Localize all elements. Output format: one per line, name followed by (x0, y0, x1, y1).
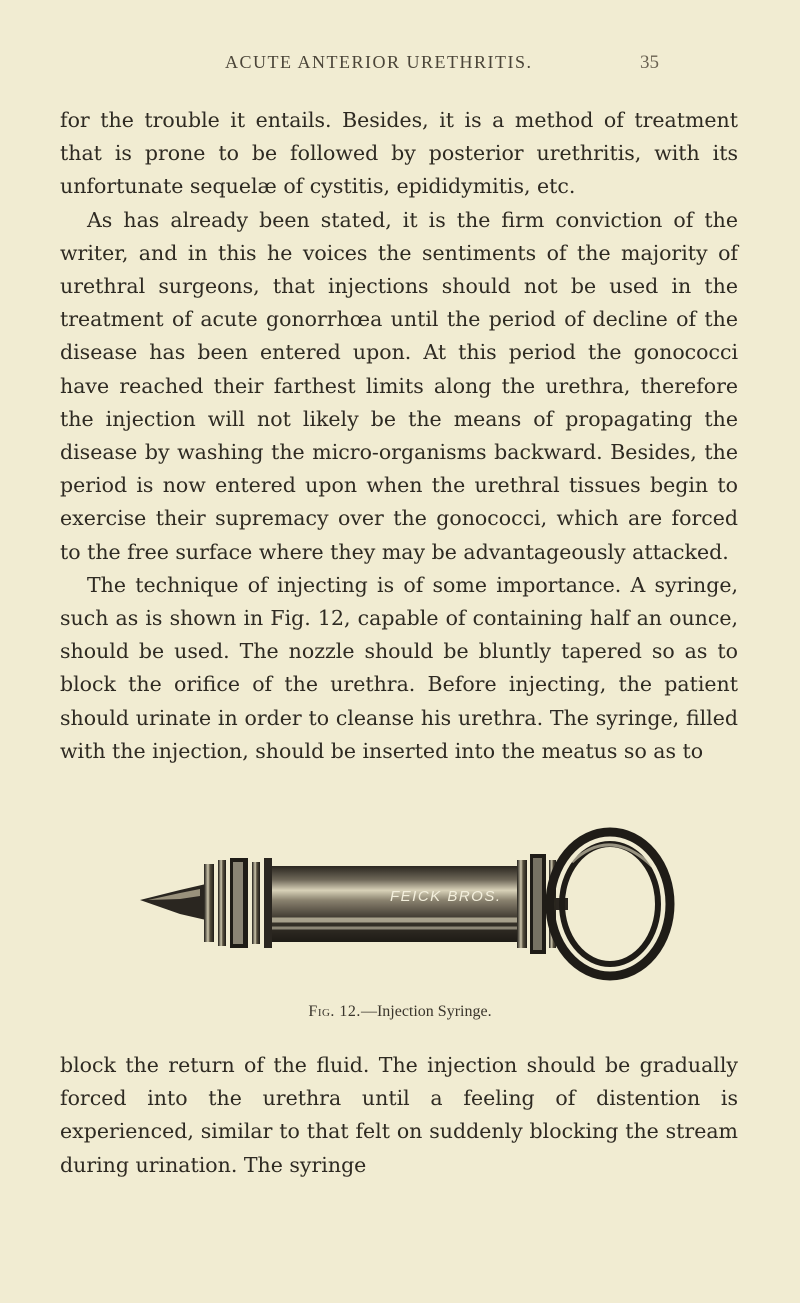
page-number: 35 (640, 52, 659, 73)
figure-caption (0, 1003, 800, 1021)
paragraph-injection-timing: As has already been stated, it is the firm conviction of the writer, and in this he voices the sentiments of the majority of urethral surgeons, that injections should not be used in the treatment of acute gonorrhœa until the period of decline of the disease has been entered upon. At this period the gonococci have reached their farthest limits along the urethra, therefore the injection will not likely be the means of propagating the disease by washing the micro-organisms backward. Besides, the period is now entered upon when the urethral tissues begin to exercise their supremacy over the gonococci, which are forced to the free surface where they may be advantageously attacked. (60, 207, 738, 564)
paragraph-injection-technique: The technique of injecting is of some importance. A syringe, such as is shown in Fig. 12, capable of containing half an ounce, should be used. The nozzle should be bluntly tapered so as to block the orifice of the urethra. Before injecting, the patient should urinate in order to cleanse his urethra. The syringe, filled with the injection, should be inserted into the meatus so as to (60, 572, 738, 763)
running-title: ACUTE ANTERIOR URETHRITIS. (225, 52, 533, 72)
syringe-figure (140, 822, 695, 982)
paragraph-continuation: for the trouble it entails. Besides, it is a method of treatment that is prone to be followed by posterior urethritis, with its unfortunate sequelæ of cystitis, epididymitis, etc. (60, 108, 738, 199)
page-header (0, 52, 800, 82)
syringe-nozzle (140, 884, 206, 920)
figure-caption-text: —Injection Syringe. (360, 1003, 492, 1020)
body-text-top (60, 104, 738, 768)
body-text-bottom (60, 1049, 738, 1182)
paragraph-continued: block the return of the fluid. The injection should be gradually forced into the urethra until a feeling of distention is experienced, similar to that felt on suddenly blocking the stream during urination. The syringe (60, 1053, 738, 1177)
syringe-illustration (140, 822, 695, 982)
maker-stamp: FEICK BROS. (390, 888, 502, 905)
figure-label: Fig. 12. (308, 1003, 361, 1020)
